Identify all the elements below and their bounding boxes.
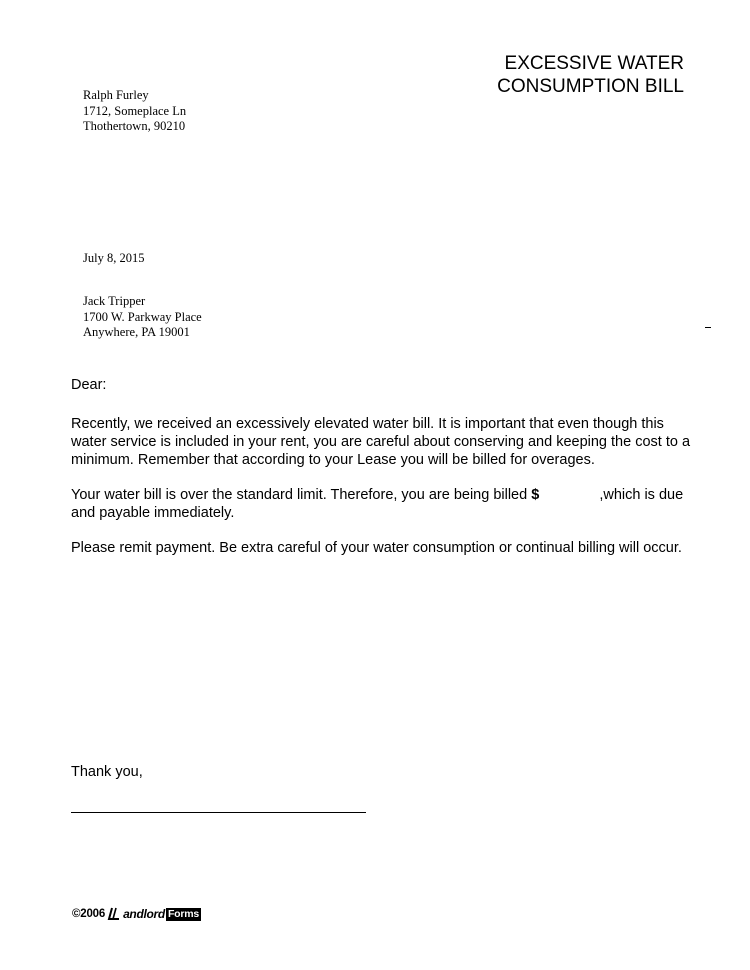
salutation: Dear: [71, 377, 107, 393]
recipient-street: 1700 W. Parkway Place [83, 309, 202, 324]
signature-line [71, 812, 366, 813]
footer [72, 906, 201, 922]
sender-city: Thothertown, 90210 [83, 119, 186, 133]
title-line-1: EXCESSIVE WATER [504, 53, 684, 74]
recipient-name: Jack Tripper [83, 294, 146, 308]
landlord-forms-logo [107, 907, 201, 921]
logo-word: andlord [123, 907, 165, 921]
sender-street: 1712, Someplace Ln [83, 103, 187, 118]
paragraph-2 [71, 486, 691, 522]
logo-box: Forms [167, 907, 200, 920]
document-title [424, 52, 684, 98]
closing: Thank you, [71, 764, 143, 780]
amount-currency: $ [531, 487, 540, 503]
letter-date: July 8, 2015 [83, 251, 145, 265]
paragraph-3: Please remit payment. Be extra careful of your water consumption or continual billing will occur. [71, 540, 682, 556]
paragraph-2-after: ,which is due and payable immediately. [71, 487, 684, 521]
margin-mark [705, 327, 711, 328]
paragraph-2-before: Your water bill is over the standard limit. Therefore, you are being billed [71, 487, 532, 503]
recipient-city: Anywhere, PA 19001 [83, 325, 190, 339]
copyright: ©2006 [72, 908, 106, 920]
landlord-l-icon [107, 907, 123, 921]
title-line-2: CONSUMPTION BILL [497, 76, 684, 97]
paragraph-1: Recently, we received an excessively elevated water bill. It is important that even though this water service is included in your rent, you are careful about conserving and keeping the cost to a minimum. Remember that according to your Lease you will be billed for overages. [71, 416, 691, 468]
sender-address [83, 88, 186, 135]
sender-name: Ralph Furley [83, 88, 149, 102]
recipient-address [83, 294, 202, 341]
